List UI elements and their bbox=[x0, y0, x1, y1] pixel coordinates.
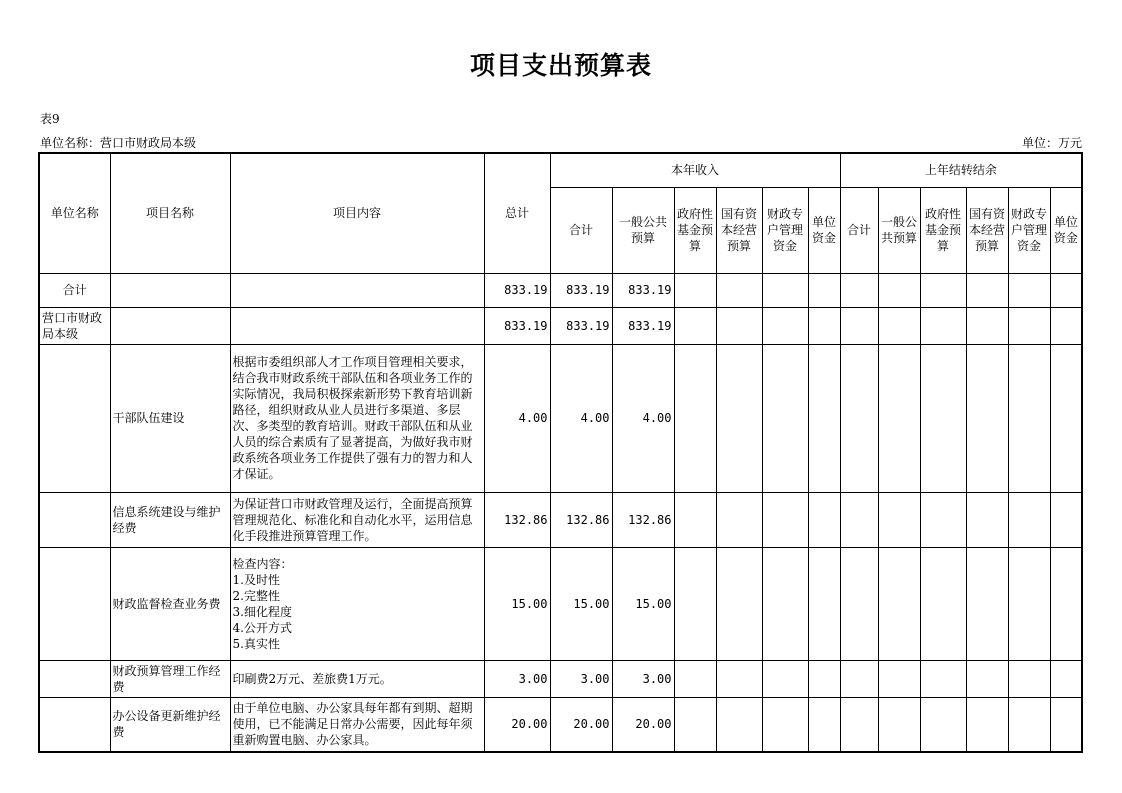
row-current-total: 15.00 bbox=[550, 547, 612, 660]
header-current-special: 财政专户管理资金 bbox=[762, 187, 808, 273]
header-carryover: 上年结转结余 bbox=[840, 153, 1082, 187]
content-line: 1.及时性 bbox=[232, 572, 280, 587]
page-title: 项目支出预算表 bbox=[469, 51, 652, 80]
table-row bbox=[39, 344, 1082, 492]
currency-unit-label: 单位：万元 bbox=[1021, 136, 1082, 150]
row-unit: 合计 bbox=[39, 273, 110, 307]
table-row bbox=[39, 697, 1082, 752]
header-current-state-capital: 国有资本经营预算 bbox=[716, 187, 762, 273]
content-line: 检查内容： bbox=[232, 556, 293, 571]
table-row bbox=[39, 307, 1082, 344]
header-carry-general: 一般公共预算 bbox=[878, 187, 920, 273]
row-current-total: 20.00 bbox=[550, 697, 612, 752]
row-total: 3.00 bbox=[484, 660, 550, 697]
row-total: 833.19 bbox=[484, 307, 550, 344]
row-project bbox=[110, 307, 230, 344]
row-unit bbox=[39, 344, 110, 492]
budget-table bbox=[38, 152, 1083, 753]
row-current-general: 4.00 bbox=[612, 344, 674, 492]
content-line: 5.真实性 bbox=[232, 636, 280, 651]
row-current-general: 833.19 bbox=[612, 273, 674, 307]
header-carry-special: 财政专户管理资金 bbox=[1008, 187, 1050, 273]
row-unit bbox=[39, 660, 110, 697]
row-content bbox=[230, 307, 484, 344]
row-current-general: 3.00 bbox=[612, 660, 674, 697]
header-current-total: 合计 bbox=[550, 187, 612, 273]
content-line: 3.细化程度 bbox=[232, 604, 292, 619]
row-current-general: 132.86 bbox=[612, 492, 674, 547]
header-carry-total: 合计 bbox=[840, 187, 878, 273]
row-total: 833.19 bbox=[484, 273, 550, 307]
row-unit bbox=[39, 547, 110, 660]
header-current-unit-fund: 单位资金 bbox=[808, 187, 840, 273]
row-unit bbox=[39, 492, 110, 547]
header-content: 项目内容 bbox=[230, 153, 484, 273]
row-content: 印刷费2万元、差旅费1万元。 bbox=[230, 660, 484, 697]
header-project: 项目名称 bbox=[110, 153, 230, 273]
table-row bbox=[39, 273, 1082, 307]
row-content: 根据市委组织部人才工作项目管理相关要求，结合我市财政系统干部队伍和各项业务工作的实际情况，我局积极探索新形势下教育培训新路径，组织财政从业人员进行多渠道、多层次、多类型的教育培训。财政干部队伍和从业人员的综合素质有了显著提高，为做好我市财政系统各项业务工作提供了强有力的智力和人才保证。 bbox=[230, 344, 484, 492]
row-total: 20.00 bbox=[484, 697, 550, 752]
row-project: 干部队伍建设 bbox=[110, 344, 230, 492]
row-content bbox=[230, 273, 484, 307]
row-total: 132.86 bbox=[484, 492, 550, 547]
table-number: 表9 bbox=[40, 112, 60, 126]
header-carry-fund: 政府性基金预算 bbox=[920, 187, 966, 273]
header-unit: 单位名称 bbox=[39, 153, 110, 273]
row-current-general: 15.00 bbox=[612, 547, 674, 660]
table-row bbox=[39, 547, 1082, 660]
row-current-total: 4.00 bbox=[550, 344, 612, 492]
row-project: 信息系统建设与维护经费 bbox=[110, 492, 230, 547]
header-current-income: 本年收入 bbox=[550, 153, 840, 187]
unit-name-label: 单位名称：营口市财政局本级 bbox=[40, 136, 197, 150]
row-content: 由于单位电脑、办公家具每年都有到期、超期使用，已不能满足日常办公需要，因此每年须重新购置电脑、办公家具。 bbox=[230, 697, 484, 752]
row-current-total: 132.86 bbox=[550, 492, 612, 547]
header-current-general: 一般公共预算 bbox=[612, 187, 674, 273]
row-unit bbox=[39, 697, 110, 752]
row-current-total: 833.19 bbox=[550, 307, 612, 344]
header-carry-state-capital: 国有资本经营预算 bbox=[966, 187, 1008, 273]
row-content: 为保证营口市财政管理及运行，全面提高预算管理规范化、标准化和自动化水平，运用信息化手段推进预算管理工作。 bbox=[230, 492, 484, 547]
row-project bbox=[110, 273, 230, 307]
content-line: 2.完整性 bbox=[232, 588, 280, 603]
row-total: 15.00 bbox=[484, 547, 550, 660]
header-current-fund: 政府性基金预算 bbox=[674, 187, 716, 273]
header-carry-unit-fund: 单位资金 bbox=[1050, 187, 1082, 273]
row-content bbox=[230, 547, 484, 660]
content-line: 4.公开方式 bbox=[232, 620, 292, 635]
row-current-general: 20.00 bbox=[612, 697, 674, 752]
row-current-total: 833.19 bbox=[550, 273, 612, 307]
row-unit: 营口市财政局本级 bbox=[39, 307, 110, 344]
row-current-general: 833.19 bbox=[612, 307, 674, 344]
header-total: 总计 bbox=[484, 153, 550, 273]
table-row bbox=[39, 492, 1082, 547]
row-project: 办公设备更新维护经费 bbox=[110, 697, 230, 752]
row-total: 4.00 bbox=[484, 344, 550, 492]
table-row bbox=[39, 660, 1082, 697]
row-project: 财政预算管理工作经费 bbox=[110, 660, 230, 697]
row-current-total: 3.00 bbox=[550, 660, 612, 697]
row-project: 财政监督检查业务费 bbox=[110, 547, 230, 660]
